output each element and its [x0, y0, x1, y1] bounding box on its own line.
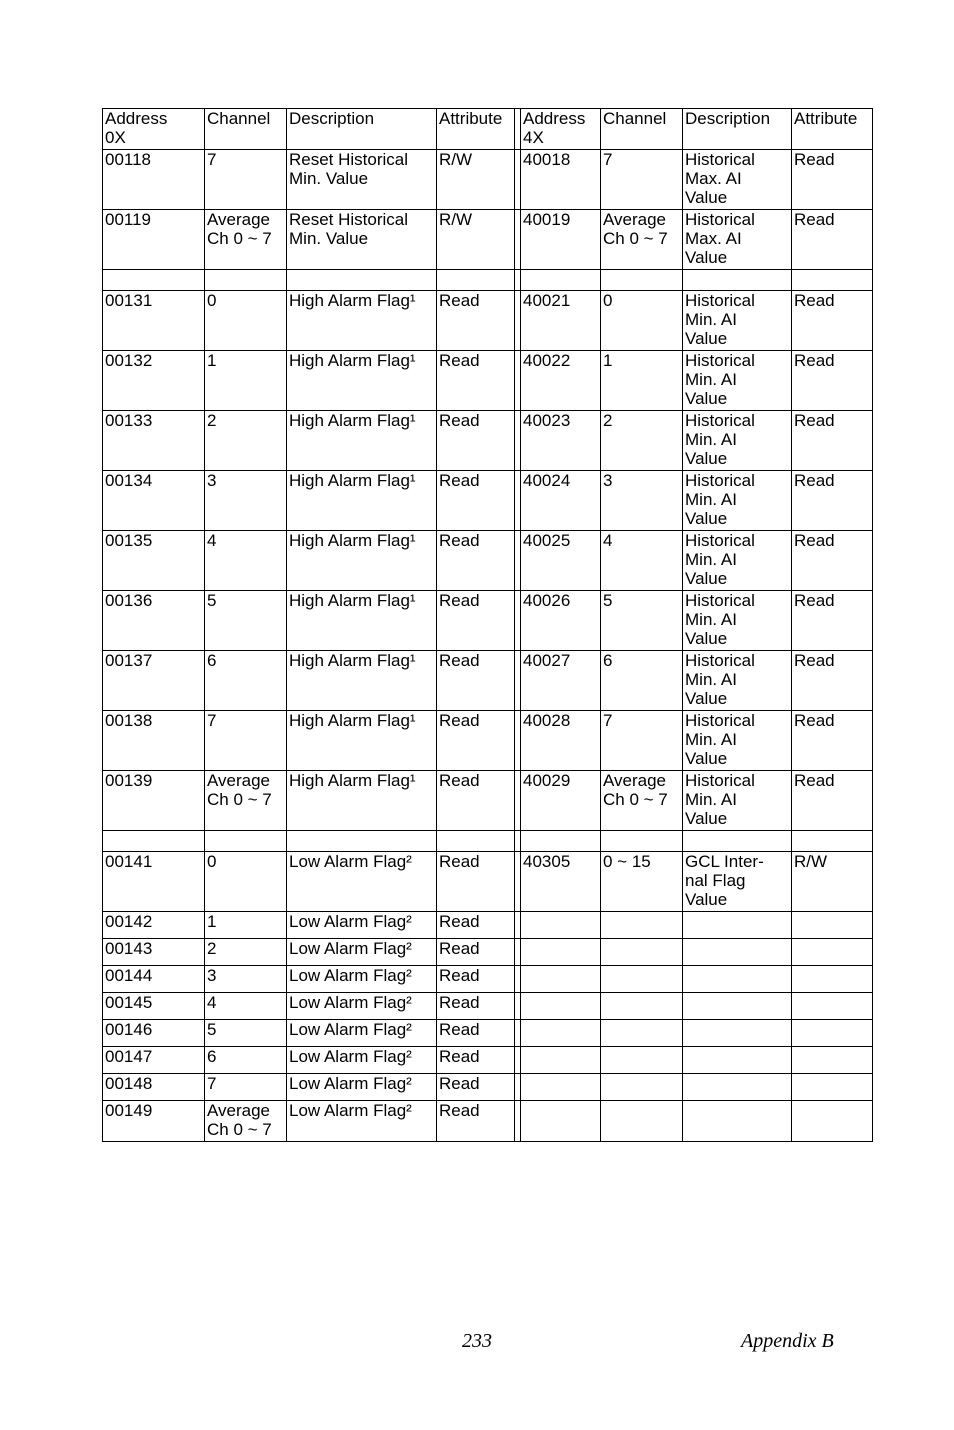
cell-attribute: Read: [792, 471, 873, 531]
cell-attribute: Read: [437, 912, 515, 939]
cell-description: Historical Min. AI Value: [683, 351, 792, 411]
cell-channel: 7: [205, 1074, 287, 1101]
cell-attribute: [792, 1047, 873, 1074]
table-row: [103, 966, 873, 993]
cell-channel: 1: [205, 912, 287, 939]
cell-description: [683, 1047, 792, 1074]
cell-address-4x: [521, 1074, 601, 1101]
cell-attribute: Read: [437, 966, 515, 993]
register-map-table: [102, 108, 873, 1142]
table-row: [103, 411, 873, 471]
cell-description: Low Alarm Flag²: [287, 939, 437, 966]
table-row: [103, 912, 873, 939]
cell-address-4x: 40022: [521, 351, 601, 411]
cell-address-0x: 00136: [103, 591, 205, 651]
cell-attribute: Read: [437, 651, 515, 711]
cell-address-4x: [521, 993, 601, 1020]
cell-attribute: Read: [437, 771, 515, 831]
table-row: [103, 591, 873, 651]
cell-channel: 5: [205, 1020, 287, 1047]
cell-address-4x: 40029: [521, 771, 601, 831]
cell-attribute: [437, 831, 515, 852]
cell-channel: 6: [205, 651, 287, 711]
cell-attribute: Read: [437, 531, 515, 591]
cell-address-4x: 40027: [521, 651, 601, 711]
cell-address-4x: 40018: [521, 150, 601, 210]
cell-attribute: Read: [792, 771, 873, 831]
header-channel: Channel: [601, 109, 683, 150]
cell-address-0x: 00149: [103, 1101, 205, 1142]
cell-channel: 7: [205, 711, 287, 771]
cell-description: Low Alarm Flag²: [287, 1074, 437, 1101]
cell-description: Historical Min. AI Value: [683, 771, 792, 831]
cell-attribute: Read: [437, 291, 515, 351]
cell-description: High Alarm Flag¹: [287, 291, 437, 351]
cell-attribute: Read: [437, 1047, 515, 1074]
cell-channel: [601, 912, 683, 939]
cell-attribute: Read: [792, 651, 873, 711]
cell-address-4x: [521, 912, 601, 939]
cell-address-4x: 40305: [521, 852, 601, 912]
table-row: [103, 1020, 873, 1047]
cell-channel: 7: [205, 150, 287, 210]
table-row: [103, 711, 873, 771]
cell-description: Historical Min. AI Value: [683, 531, 792, 591]
cell-description: High Alarm Flag¹: [287, 591, 437, 651]
cell-attribute: [792, 1074, 873, 1101]
cell-address-4x: 40028: [521, 711, 601, 771]
cell-attribute: Read: [792, 351, 873, 411]
cell-channel: [601, 1074, 683, 1101]
cell-channel: 2: [205, 411, 287, 471]
cell-attribute: Read: [437, 993, 515, 1020]
table-row: [103, 1101, 873, 1142]
cell-description: [683, 1074, 792, 1101]
cell-channel: 6: [205, 1047, 287, 1074]
cell-address-0x: 00132: [103, 351, 205, 411]
table-row: [103, 852, 873, 912]
cell-attribute: [437, 270, 515, 291]
cell-description: Low Alarm Flag²: [287, 966, 437, 993]
cell-address-4x: 40025: [521, 531, 601, 591]
cell-address-0x: 00148: [103, 1074, 205, 1101]
cell-channel: 7: [601, 150, 683, 210]
cell-channel: 4: [205, 531, 287, 591]
cell-description: Historical Min. AI Value: [683, 291, 792, 351]
cell-description: Historical Max. AI Value: [683, 210, 792, 270]
cell-attribute: Read: [437, 1101, 515, 1142]
separator-row: [103, 831, 873, 852]
cell-attribute: Read: [437, 1074, 515, 1101]
cell-channel: 3: [205, 966, 287, 993]
cell-attribute: Read: [437, 471, 515, 531]
cell-channel: [205, 831, 287, 852]
table-row: [103, 150, 873, 210]
table-row: [103, 471, 873, 531]
cell-address-0x: 00145: [103, 993, 205, 1020]
section-title: Appendix B: [741, 1330, 834, 1352]
cell-address-0x: 00118: [103, 150, 205, 210]
table-row: [103, 1047, 873, 1074]
page-number: 233: [462, 1330, 492, 1352]
cell-attribute: [792, 966, 873, 993]
cell-description: Low Alarm Flag²: [287, 1101, 437, 1142]
cell-channel: 2: [601, 411, 683, 471]
cell-address-0x: 00146: [103, 1020, 205, 1047]
cell-address-0x: [103, 831, 205, 852]
cell-channel: 3: [601, 471, 683, 531]
cell-channel: [601, 993, 683, 1020]
cell-description: High Alarm Flag¹: [287, 711, 437, 771]
cell-description: [683, 912, 792, 939]
cell-channel: 0: [205, 852, 287, 912]
cell-attribute: Read: [437, 852, 515, 912]
table-row: [103, 351, 873, 411]
cell-description: [683, 831, 792, 852]
cell-description: [287, 831, 437, 852]
cell-attribute: [792, 993, 873, 1020]
cell-attribute: Read: [792, 411, 873, 471]
cell-address-0x: 00133: [103, 411, 205, 471]
cell-description: Historical Max. AI Value: [683, 150, 792, 210]
cell-address-4x: [521, 1101, 601, 1142]
table-row: [103, 651, 873, 711]
cell-channel: 1: [205, 351, 287, 411]
cell-channel: 5: [601, 591, 683, 651]
cell-channel: 4: [205, 993, 287, 1020]
table-row: [103, 1074, 873, 1101]
cell-attribute: Read: [792, 591, 873, 651]
cell-address-0x: 00119: [103, 210, 205, 270]
cell-description: [683, 1101, 792, 1142]
cell-description: High Alarm Flag¹: [287, 771, 437, 831]
cell-channel: Average Ch 0 ~ 7: [205, 771, 287, 831]
cell-address-0x: 00131: [103, 291, 205, 351]
cell-attribute: Read: [792, 531, 873, 591]
cell-address-0x: [103, 270, 205, 291]
cell-attribute: Read: [437, 591, 515, 651]
cell-description: Reset Historical Min. Value: [287, 210, 437, 270]
cell-address-4x: [521, 270, 601, 291]
cell-channel: 0 ~ 15: [601, 852, 683, 912]
cell-channel: 0: [601, 291, 683, 351]
cell-attribute: Read: [792, 150, 873, 210]
cell-channel: 1: [601, 351, 683, 411]
header-attribute: Attribute: [792, 109, 873, 150]
cell-channel: [601, 270, 683, 291]
cell-attribute: R/W: [437, 210, 515, 270]
cell-address-0x: 00144: [103, 966, 205, 993]
cell-attribute: Read: [437, 411, 515, 471]
cell-address-0x: 00134: [103, 471, 205, 531]
cell-attribute: [792, 1020, 873, 1047]
cell-description: Low Alarm Flag²: [287, 852, 437, 912]
cell-address-4x: 40026: [521, 591, 601, 651]
cell-address-0x: 00139: [103, 771, 205, 831]
table-row: [103, 531, 873, 591]
cell-description: Historical Min. AI Value: [683, 591, 792, 651]
cell-channel: [601, 831, 683, 852]
cell-channel: [205, 270, 287, 291]
cell-attribute: [792, 831, 873, 852]
cell-attribute: Read: [437, 939, 515, 966]
cell-attribute: R/W: [792, 852, 873, 912]
cell-description: High Alarm Flag¹: [287, 411, 437, 471]
cell-channel: 4: [601, 531, 683, 591]
header-description: Description: [287, 109, 437, 150]
cell-channel: [601, 939, 683, 966]
cell-description: Historical Min. AI Value: [683, 411, 792, 471]
header-address-0x: Address 0X: [103, 109, 205, 150]
cell-attribute: [792, 939, 873, 966]
cell-channel: [601, 966, 683, 993]
cell-channel: Average Ch 0 ~ 7: [205, 1101, 287, 1142]
header-address-4x: Address 4X: [521, 109, 601, 150]
cell-address-0x: 00147: [103, 1047, 205, 1074]
cell-attribute: R/W: [437, 150, 515, 210]
cell-address-4x: 40023: [521, 411, 601, 471]
cell-address-4x: [521, 1047, 601, 1074]
table-row: [103, 993, 873, 1020]
cell-description: Low Alarm Flag²: [287, 1020, 437, 1047]
cell-description: [683, 993, 792, 1020]
separator-row: [103, 270, 873, 291]
cell-channel: Average Ch 0 ~ 7: [601, 771, 683, 831]
cell-attribute: Read: [792, 291, 873, 351]
cell-channel: 7: [601, 711, 683, 771]
cell-description: Low Alarm Flag²: [287, 1047, 437, 1074]
cell-address-0x: 00142: [103, 912, 205, 939]
cell-address-4x: [521, 939, 601, 966]
table-row: [103, 210, 873, 270]
cell-description: High Alarm Flag¹: [287, 531, 437, 591]
cell-description: High Alarm Flag¹: [287, 651, 437, 711]
cell-attribute: Read: [437, 351, 515, 411]
cell-address-4x: [521, 966, 601, 993]
header-channel: Channel: [205, 109, 287, 150]
cell-description: Historical Min. AI Value: [683, 711, 792, 771]
cell-address-4x: 40021: [521, 291, 601, 351]
cell-description: [683, 1020, 792, 1047]
cell-attribute: Read: [792, 711, 873, 771]
cell-attribute: Read: [437, 711, 515, 771]
table-row: [103, 939, 873, 966]
cell-address-0x: 00135: [103, 531, 205, 591]
cell-address-0x: 00141: [103, 852, 205, 912]
cell-channel: 5: [205, 591, 287, 651]
cell-channel: [601, 1047, 683, 1074]
cell-description: [287, 270, 437, 291]
cell-description: Historical Min. AI Value: [683, 471, 792, 531]
cell-channel: 2: [205, 939, 287, 966]
cell-address-0x: 00138: [103, 711, 205, 771]
table-header-row: [103, 109, 873, 150]
cell-address-0x: 00137: [103, 651, 205, 711]
cell-channel: [601, 1020, 683, 1047]
cell-channel: 6: [601, 651, 683, 711]
table-row: [103, 291, 873, 351]
cell-channel: Average Ch 0 ~ 7: [205, 210, 287, 270]
cell-description: Low Alarm Flag²: [287, 993, 437, 1020]
cell-address-4x: 40019: [521, 210, 601, 270]
cell-attribute: [792, 270, 873, 291]
cell-channel: 0: [205, 291, 287, 351]
cell-description: High Alarm Flag¹: [287, 351, 437, 411]
cell-description: [683, 966, 792, 993]
header-description: Description: [683, 109, 792, 150]
cell-description: Low Alarm Flag²: [287, 912, 437, 939]
cell-channel: 3: [205, 471, 287, 531]
cell-channel: [601, 1101, 683, 1142]
cell-address-0x: 00143: [103, 939, 205, 966]
cell-description: GCL Inter- nal Flag Value: [683, 852, 792, 912]
cell-address-4x: 40024: [521, 471, 601, 531]
table-row: [103, 771, 873, 831]
header-attribute: Attribute: [437, 109, 515, 150]
cell-attribute: Read: [437, 1020, 515, 1047]
cell-address-4x: [521, 831, 601, 852]
cell-description: [683, 270, 792, 291]
cell-channel: Average Ch 0 ~ 7: [601, 210, 683, 270]
cell-description: [683, 939, 792, 966]
cell-description: Historical Min. AI Value: [683, 651, 792, 711]
cell-description: Reset Historical Min. Value: [287, 150, 437, 210]
cell-address-4x: [521, 1020, 601, 1047]
cell-attribute: [792, 1101, 873, 1142]
cell-attribute: Read: [792, 210, 873, 270]
cell-attribute: [792, 912, 873, 939]
cell-description: High Alarm Flag¹: [287, 471, 437, 531]
